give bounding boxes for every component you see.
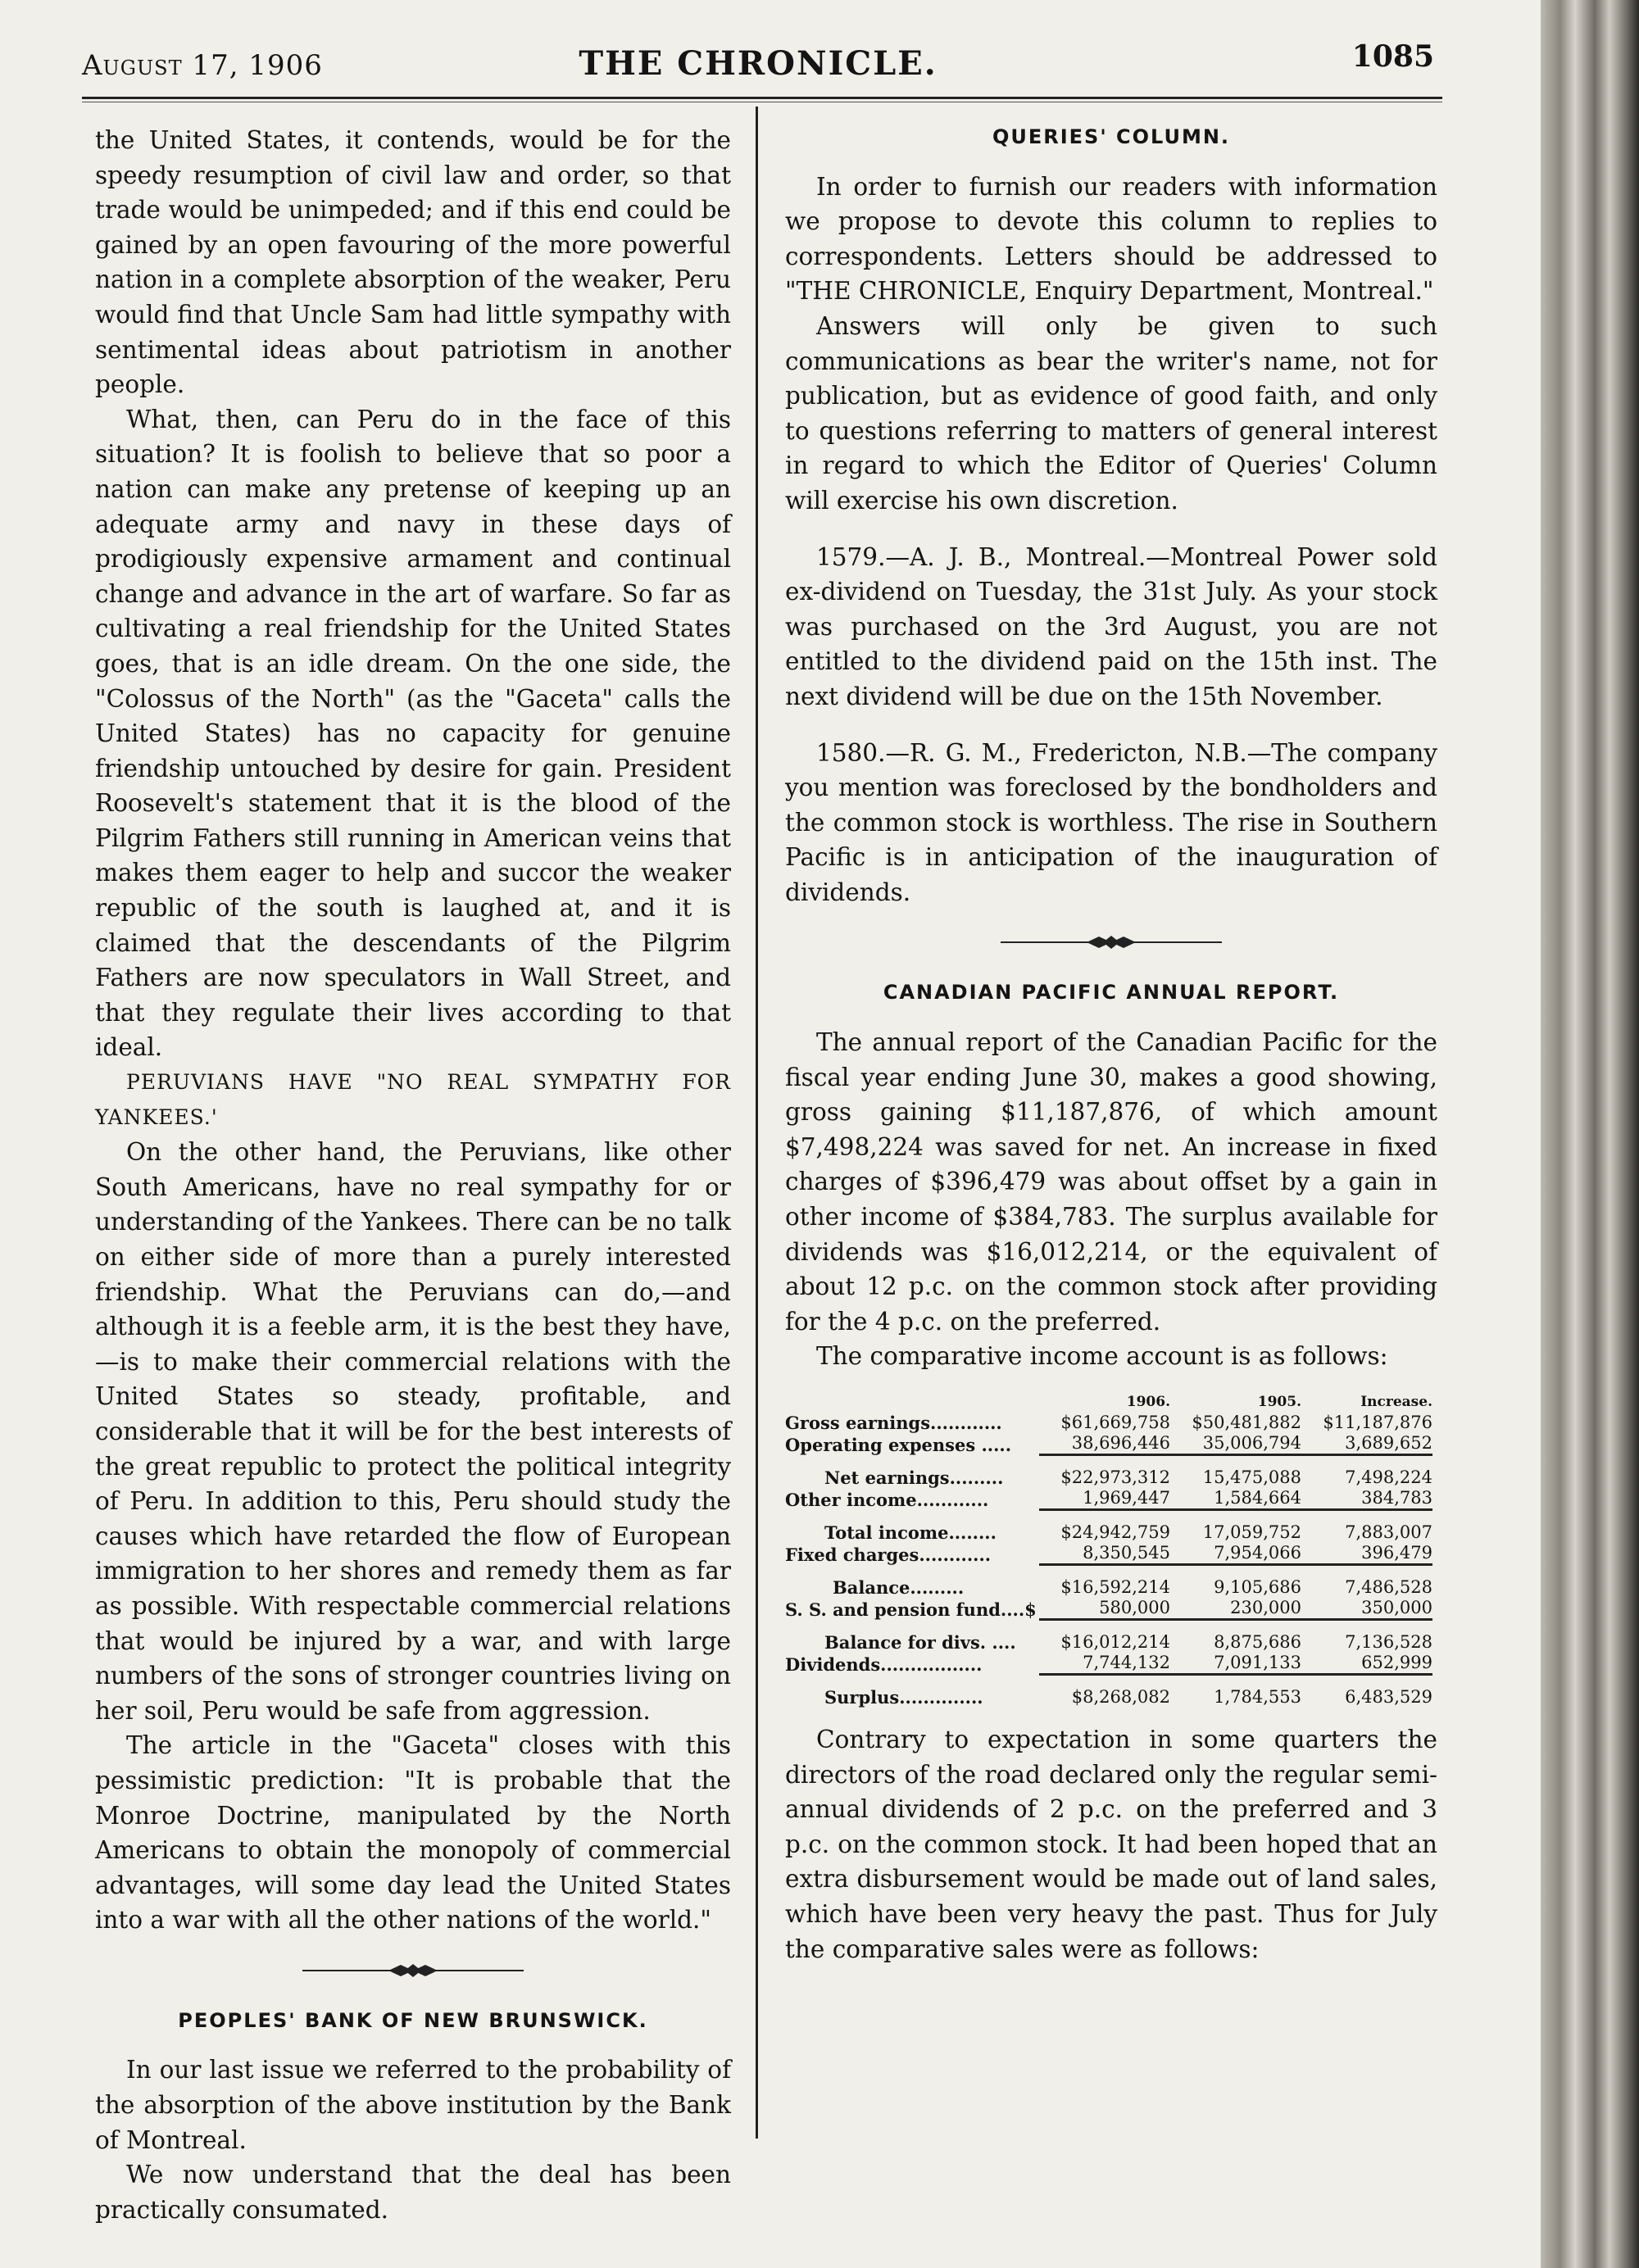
article-paragraph: Contrary to expectation in some quarters the directors of the road declared only the regular semi-annual dividends of 2 p.c. on the preferred and 3 p.c. on the common stock. It had been hoped that an extra disbursement would be made out of land sales, which have been very heavy the past. Thus for July the comparative sales were as follows:: [785, 1726, 1437, 1963]
left-column: [95, 123, 731, 2227]
article-paragraph: The annual report of the Canadian Pacific for the fiscal year ending June 30, makes a good showing, gross gaining $11,187,876, of which amount $7,498,224 was saved for net. An increase in fixed charges of $396,479 was about offset by a gain in other income of $384,783. The surplus available for dividends was $16,012,214, or the equivalent of about 12 p.c. on the common stock after providing for the 4 p.c. on the preferred.: [785, 1028, 1437, 1336]
section-heading: CANADIAN PACIFIC ANNUAL REPORT.: [883, 981, 1340, 1005]
table-row: [785, 1455, 1432, 1489]
right-column: [785, 113, 1437, 1966]
cell-1905: 7,954,066: [1170, 1543, 1301, 1565]
article-paragraph: the United States, it contends, would be for the speedy resumption of civil law and order, so that trade would be unimpeded; and if this end could be gained by an open favouring of the more powerful nation in a complete absorption of the weaker, Peru would find that Uncle Sam had little sympathy with sentimental ideas about patriotism in another people.: [95, 126, 731, 399]
page-number: 1085: [1351, 39, 1434, 74]
article-paragraph: On the other hand, the Peruvians, like other South Americans, have no real sympathy for or understanding of the Yankees. There can be no talk on either side of more than a purely interested friendship. What the Peruvians can do,—and although it is a feeble arm, it is the best they have,—is to make their commercial relations with the United States so steady, profitable, and considerable that it will be for the best interests of the great republic to protect the political integrity of Peru. In addition to this, Peru should study the causes which have retarded the flow of European immigration to her shores and remedy them as far as possible. With respectable commercial relations that would be injured by a war, and with large numbers of the sons of stronger countries living on her soil, Peru would be safe from aggression.: [95, 1138, 731, 1725]
income-account-table: [785, 1392, 1432, 1708]
row-label: Dividends.................: [785, 1653, 983, 1675]
column-header: 1906.: [1126, 1394, 1170, 1410]
cell-1905: 230,000: [1170, 1598, 1301, 1620]
column-divider: [756, 107, 758, 2139]
cell-1905: $50,481,882: [1192, 1413, 1301, 1432]
table-row: [785, 1433, 1432, 1455]
article-paragraph: In our last issue we referred to the probability of the absorption of the above institution by the Bank of Montreal.: [95, 2056, 731, 2154]
section-heading: QUERIES' COLUMN.: [992, 125, 1231, 148]
ornamental-rule-icon: [1001, 934, 1222, 950]
cell-increase: $11,187,876: [1323, 1413, 1432, 1432]
cell-1905: 7,091,133: [1170, 1653, 1301, 1675]
table-row: [785, 1488, 1432, 1510]
cell-1906: 1,969,447: [1039, 1488, 1170, 1510]
section-heading: PEOPLES' BANK OF NEW BRUNSWICK.: [178, 2008, 648, 2032]
row-label: Balance.........: [833, 1577, 965, 1598]
query-answer: 1579.—A. J. B., Montreal.—Montreal Power sold ex-dividend on Tuesday, the 31st July. As your stock was purchased on the 3rd August, you are not entitled to the dividend paid on the 15th inst. The next dividend will be due on the 15th November.: [785, 542, 1437, 710]
table-row: [785, 1653, 1432, 1675]
table-row: [785, 1620, 1432, 1653]
cell-increase: 3,689,652: [1301, 1433, 1432, 1455]
cell-1906: $61,669,758: [1060, 1413, 1170, 1432]
cell-increase: 7,136,528: [1345, 1632, 1432, 1652]
table-row: [785, 1565, 1432, 1599]
cell-1906: $24,942,759: [1060, 1522, 1170, 1542]
table-row: [785, 1598, 1432, 1620]
issue-date: August 17, 1906: [82, 49, 323, 82]
page-header: [82, 33, 1434, 95]
cell-increase: 7,486,528: [1345, 1577, 1432, 1597]
cell-1906: 38,696,446: [1039, 1433, 1170, 1455]
cell-1906: $8,268,082: [1071, 1687, 1170, 1707]
cell-1905: 9,105,686: [1214, 1577, 1301, 1597]
column-header: Increase.: [1360, 1394, 1432, 1410]
cell-1905: 17,059,752: [1202, 1522, 1301, 1542]
article-subheading: PERUVIANS HAVE "NO REAL SYMPATHY FOR YANKEES.': [95, 1070, 731, 1129]
cell-1905: 1,784,553: [1214, 1687, 1301, 1707]
cell-increase: 652,999: [1301, 1653, 1432, 1675]
table-row: [785, 1510, 1432, 1544]
row-label: S. S. and pension fund....$: [785, 1599, 1037, 1620]
article-paragraph: What, then, can Peru do in the face of this situation? It is foolish to believe that so poor a nation can make any pretense of keeping up an adequate army and navy in these days of prodigiously expensive armament and continual change and advance in the art of warfare. So far as cultivating a real friendship for the United States goes, that is an idle dream. On the one side, the "Colossus of the North" (as the "Gaceta" calls the United States) has no capacity for genuine friendship untouched by desire for gain. President Roosevelt's statement that it is the blood of the Pilgrim Fathers still running in American veins that makes them eager to help and succor the weaker republic of the south is laughed at, and it is claimed that the descendants of the Pilgrim Fathers are now speculators in Wall Street, and that they regulate their lives according to that ideal.: [95, 405, 731, 1062]
cell-increase: 7,883,007: [1345, 1522, 1432, 1542]
article-paragraph: Answers will only be given to such communications as bear the writer's name, not for publication, but as evidence of good faith, and only to questions referring to matters of general interest in regard to which the Editor of Queries' Column will exercise his own discretion.: [785, 311, 1437, 515]
cell-1906: $22,973,312: [1060, 1467, 1170, 1487]
table-row: [785, 1413, 1432, 1433]
row-label: Other income............: [785, 1489, 989, 1510]
article-paragraph: The article in the "Gaceta" closes with this pessimistic prediction: "It is probable that the Monroe Doctrine, manipulated by the North Americans to obtain the monopoly of commercial advantages, will some day lead the United States into a war with all the other nations of the world.": [95, 1731, 731, 1935]
cell-1905: 15,475,088: [1202, 1467, 1301, 1487]
row-label: Total income........: [824, 1522, 997, 1543]
cell-increase: 350,000: [1301, 1598, 1432, 1620]
ornamental-rule-icon: [302, 1962, 524, 1979]
row-label: Balance for divs. ....: [824, 1632, 1016, 1653]
row-label: Fixed charges............: [785, 1544, 992, 1565]
cell-1905: 8,875,686: [1214, 1632, 1301, 1652]
cell-increase: 7,498,224: [1345, 1467, 1432, 1487]
book-binding-edge: [1541, 0, 1639, 2268]
cell-increase: 396,479: [1301, 1543, 1432, 1565]
row-label: Gross earnings............: [785, 1413, 1002, 1433]
cell-1906: $16,012,214: [1060, 1632, 1170, 1652]
cell-increase: 384,783: [1301, 1488, 1432, 1510]
table-row: [785, 1675, 1432, 1708]
header-rule: [82, 97, 1442, 99]
article-paragraph: The comparative income account is as follows:: [816, 1342, 1388, 1371]
table-header-row: [785, 1392, 1432, 1413]
row-label: Operating expenses .....: [785, 1434, 1012, 1455]
cell-1906: $16,592,214: [1060, 1577, 1170, 1597]
table-row: [785, 1543, 1432, 1565]
cell-1906: 8,350,545: [1039, 1543, 1170, 1565]
article-paragraph: In order to furnish our readers with information we propose to devote this column to replies to correspondents. Letters should be addressed to "THE CHRONICLE, Enquiry Department, Montreal.": [785, 172, 1437, 306]
article-paragraph: We now understand that the deal has been practically consumated.: [95, 2161, 731, 2224]
cell-increase: 6,483,529: [1345, 1687, 1432, 1707]
cell-1905: 1,584,664: [1170, 1488, 1301, 1510]
query-answer: 1580.—R. G. M., Fredericton, N.B.—The company you mention was foreclosed by the bondholders and the common stock is worthless. The rise in Southern Pacific is in anticipation of the inauguration of dividends.: [785, 738, 1437, 906]
column-header: 1905.: [1257, 1394, 1301, 1410]
cell-1906: 7,744,132: [1039, 1653, 1170, 1675]
publication-title: THE CHRONICLE.: [579, 44, 938, 83]
row-label: Surplus..............: [824, 1687, 983, 1708]
cell-1906: 580,000: [1039, 1598, 1170, 1620]
cell-1905: 35,006,794: [1170, 1433, 1301, 1455]
row-label: Net earnings.........: [824, 1467, 1004, 1488]
